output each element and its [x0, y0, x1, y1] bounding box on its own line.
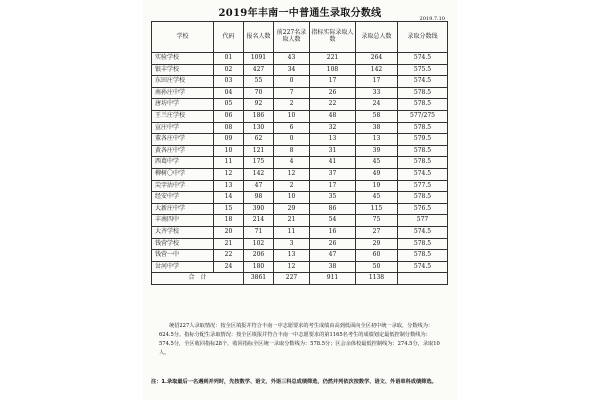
cell-code: 08: [214, 122, 244, 134]
cell-code: 09: [214, 134, 244, 146]
cell-quota: 35: [310, 192, 356, 204]
cell-applicants: 180: [244, 261, 274, 273]
cell-total: 115: [356, 203, 398, 215]
cell-cutoff: 575.5: [398, 64, 448, 76]
cell-cutoff: 574.5: [398, 76, 448, 88]
table-row: [152, 203, 448, 215]
cell-code: 20: [214, 226, 244, 238]
cell-school: 宣庄中学: [152, 122, 214, 134]
cell-cutoff: 574.5: [398, 226, 448, 238]
col-header-code: 代码: [214, 22, 244, 53]
footnote: 注：1.录取最后一名遇到并列时，先按数学、语文、外语三科总成绩筛选，仍然并列依次按数学、语文、外语单科成绩筛选。: [151, 379, 437, 385]
cell-top227: 0: [274, 134, 310, 146]
col-header-applicants: 报名人数: [244, 22, 274, 53]
cell-cutoff: 576.5: [398, 203, 448, 215]
cell-top227: 8: [274, 145, 310, 157]
cell-quota: 37: [310, 168, 356, 180]
cell-cutoff: 578.5: [398, 145, 448, 157]
cell-code: 12: [214, 168, 244, 180]
cell-total: 24: [356, 99, 398, 111]
cell-cutoff: 578.5: [398, 250, 448, 262]
cell-cutoff: 578.5: [398, 192, 448, 204]
total-applicants: 3861: [244, 273, 274, 285]
table-row: [152, 192, 448, 204]
cell-total: 38: [356, 122, 398, 134]
cell-quota: 32: [310, 122, 356, 134]
cell-top227: 43: [274, 53, 310, 65]
cell-quota: 17: [310, 180, 356, 192]
cell-code: 03: [214, 76, 244, 88]
cell-top227: 3: [274, 238, 310, 250]
cell-school: 王兰庄学校: [152, 110, 214, 122]
table-row: [152, 110, 448, 122]
notice-sheet: [143, 0, 457, 400]
cell-school: 西葛中学: [152, 157, 214, 169]
cell-total: 60: [356, 250, 398, 262]
cell-school: 唐坊中学: [152, 99, 214, 111]
cell-cutoff: 574.5: [398, 168, 448, 180]
table-row: [152, 180, 448, 192]
cell-quota: 26: [310, 87, 356, 99]
cell-quota: 221: [310, 53, 356, 65]
cell-cutoff: 578.5: [398, 157, 448, 169]
cell-school: 尖字沽中学: [152, 180, 214, 192]
cell-code: 18: [214, 215, 244, 227]
cell-applicants: 92: [244, 99, 274, 111]
cell-total: 27: [356, 226, 398, 238]
table-row: [152, 226, 448, 238]
total-label: 合 计: [152, 273, 244, 285]
total-row: [152, 273, 448, 285]
cell-school: 董各庄中学: [152, 134, 214, 146]
total-quota: 911: [310, 273, 356, 285]
col-header-total: 录取总人数: [356, 22, 398, 53]
cell-total: 19: [356, 180, 398, 192]
cell-code: 24: [214, 261, 244, 273]
cell-school: 黄各庄中学: [152, 145, 214, 157]
cell-applicants: 70: [244, 87, 274, 99]
cell-code: 13: [214, 180, 244, 192]
col-header-school: 学校: [152, 22, 214, 53]
cell-cutoff: 579.5: [398, 134, 448, 146]
cell-applicants: 121: [244, 145, 274, 157]
cell-school: 大新庄中学: [152, 203, 214, 215]
cell-top227: 13: [274, 250, 310, 262]
cell-applicants: 186: [244, 110, 274, 122]
cell-cutoff: 578.5: [398, 99, 448, 111]
table-row: [152, 157, 448, 169]
cell-cutoff: 577: [398, 215, 448, 227]
cell-top227: 34: [274, 64, 310, 76]
cell-cutoff: 578.5: [398, 238, 448, 250]
cell-top227: 29: [274, 203, 310, 215]
cell-quota: 26: [310, 238, 356, 250]
cell-applicants: 130: [244, 122, 274, 134]
table-row: [152, 99, 448, 111]
cell-total: 29: [356, 238, 398, 250]
cell-applicants: 427: [244, 64, 274, 76]
cell-cutoff: 577/275: [398, 110, 448, 122]
cell-quota: 13: [310, 134, 356, 146]
cell-top227: 12: [274, 261, 310, 273]
cell-top227: 6: [274, 122, 310, 134]
cell-code: 02: [214, 64, 244, 76]
cell-school: 实验学校: [152, 53, 214, 65]
cell-cutoff: 578.5: [398, 87, 448, 99]
cell-top227: 10: [274, 110, 310, 122]
cell-total: 45: [356, 192, 398, 204]
cell-applicants: 175: [244, 157, 274, 169]
cell-applicants: 55: [244, 76, 274, 88]
cell-applicants: 47: [244, 180, 274, 192]
cell-applicants: 1091: [244, 53, 274, 65]
cell-code: 01: [214, 53, 244, 65]
cell-total: 264: [356, 53, 398, 65]
admission-note: 统招227人录取情况：按全区填报并符合丰南一中志愿要求的考生成绩由高到低面向全区初中统一录取，分数线为：624.5分。指标分配生录取情况：按全区填报并符合丰南一中志愿要求的第1165名考生的成绩划定最低控制分数线为：574.5分，全区收回指标28个，收回指标全区统一录取分数线为：578.5分；区会余体校最低控制线为：274.5分，录取10人。: [159, 323, 440, 356]
cell-applicants: 206: [244, 250, 274, 262]
col-header-top227: 前227名录取人数: [274, 22, 310, 53]
table-row: [152, 238, 448, 250]
cell-cutoff: 574.5: [398, 261, 448, 273]
table-row: [152, 261, 448, 273]
cell-total: 45: [356, 157, 398, 169]
cell-applicants: 62: [244, 134, 274, 146]
cell-top227: 21: [274, 215, 310, 227]
cell-school: 钱营一中: [152, 250, 214, 262]
cell-quota: 41: [310, 157, 356, 169]
table-row: [152, 168, 448, 180]
cell-total: 50: [356, 261, 398, 273]
cell-total: 58: [356, 110, 398, 122]
cell-school: 东田庄学校: [152, 76, 214, 88]
cell-total: 75: [356, 215, 398, 227]
cell-top227: 7: [274, 87, 310, 99]
cell-school: 南孙庄中学: [152, 87, 214, 99]
cell-code: 04: [214, 87, 244, 99]
cell-quota: 38: [310, 261, 356, 273]
table-row: [152, 122, 448, 134]
cell-school: 丰南四中: [152, 215, 214, 227]
cell-total: 33: [356, 87, 398, 99]
cell-top227: 0: [274, 76, 310, 88]
cell-school: 柳树〇中学: [152, 168, 214, 180]
table-header-row: [152, 22, 448, 53]
table-row: [152, 215, 448, 227]
cell-applicants: 98: [244, 192, 274, 204]
col-header-quota: 指标实际录取人数: [310, 22, 356, 53]
cell-school: 银丰学校: [152, 64, 214, 76]
cell-top227: 11: [274, 226, 310, 238]
table-row: [152, 87, 448, 99]
cell-total: 142: [356, 64, 398, 76]
cell-applicants: 71: [244, 226, 274, 238]
total-admitted: 1138: [356, 273, 398, 285]
cell-applicants: 214: [244, 215, 274, 227]
cell-quota: 48: [310, 110, 356, 122]
cell-top227: 12: [274, 168, 310, 180]
cell-quota: 22: [310, 99, 356, 111]
total-cutoff: [398, 273, 448, 285]
cell-quota: 86: [310, 203, 356, 215]
cell-code: 22: [214, 250, 244, 262]
cell-top227: 10: [274, 192, 310, 204]
total-top227: 227: [274, 273, 310, 285]
cell-quota: 47: [310, 250, 356, 262]
cell-quota: 16: [310, 226, 356, 238]
cell-school: 钱营学校: [152, 238, 214, 250]
table-row: [152, 250, 448, 262]
cell-total: 13: [356, 134, 398, 146]
cell-quota: 108: [310, 64, 356, 76]
admission-table: [151, 21, 448, 285]
cell-code: 15: [214, 203, 244, 215]
cell-cutoff: 577.5: [398, 180, 448, 192]
cell-code: 10: [214, 145, 244, 157]
cell-code: 21: [214, 238, 244, 250]
cell-applicants: 390: [244, 203, 274, 215]
cell-cutoff: 574.5: [398, 53, 448, 65]
page-title: 2019年丰南一中普通生录取分数线: [218, 8, 382, 19]
cell-code: 14: [214, 192, 244, 204]
table-row: [152, 145, 448, 157]
cell-school: 岔河中学: [152, 261, 214, 273]
cell-total: 17: [356, 76, 398, 88]
cell-top227: 2: [274, 99, 310, 111]
cell-quota: 31: [310, 145, 356, 157]
col-header-cutoff: 录取分数线: [398, 22, 448, 53]
cell-cutoff: 578.5: [398, 122, 448, 134]
cell-applicants: 142: [244, 168, 274, 180]
cell-quota: 54: [310, 215, 356, 227]
table-row: [152, 76, 448, 88]
publish-date: 2019.7.10: [419, 16, 445, 22]
cell-school: 大齐学校: [152, 226, 214, 238]
cell-quota: 17: [310, 76, 356, 88]
cell-top227: 2: [274, 180, 310, 192]
cell-total: 49: [356, 168, 398, 180]
cell-school: 经安中学: [152, 192, 214, 204]
table-row: [152, 53, 448, 65]
cell-applicants: 102: [244, 238, 274, 250]
cell-top227: 4: [274, 157, 310, 169]
cell-code: 11: [214, 157, 244, 169]
table-row: [152, 134, 448, 146]
cell-code: 06: [214, 110, 244, 122]
cell-code: 05: [214, 99, 244, 111]
table-row: [152, 64, 448, 76]
cell-total: 39: [356, 145, 398, 157]
